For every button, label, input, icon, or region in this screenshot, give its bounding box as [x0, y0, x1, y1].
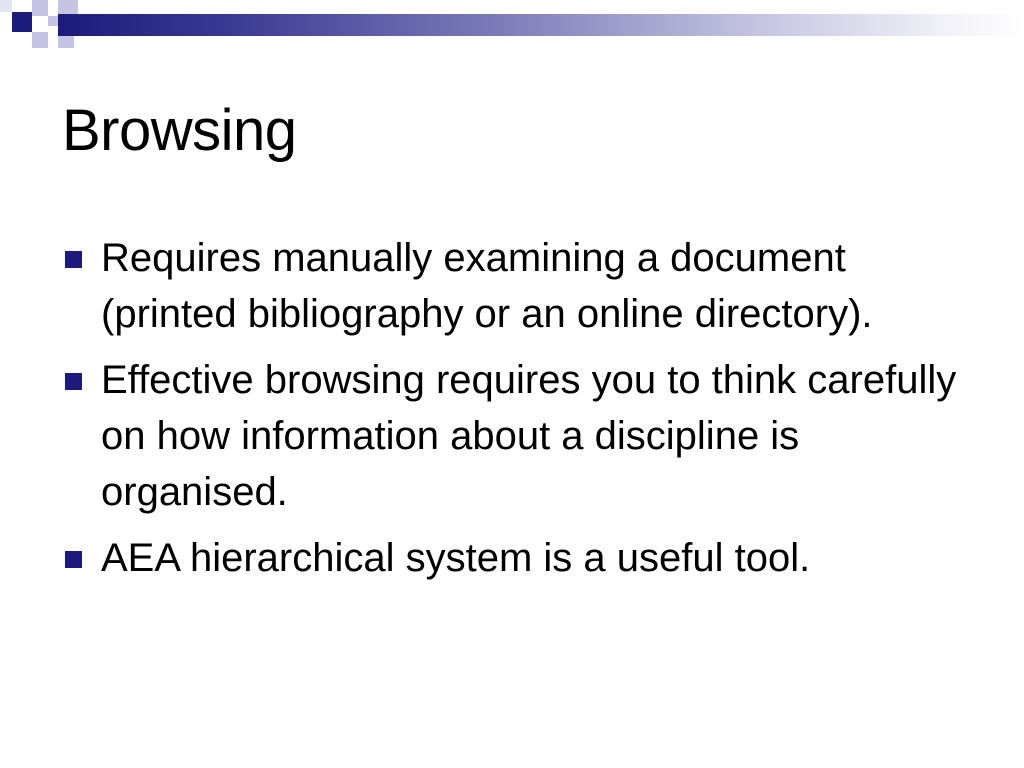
decor-square	[12, 12, 32, 32]
bullet-text: Effective browsing requires you to think carefully on how information about a discipline is organised.	[101, 358, 957, 514]
bullet-item	[62, 530, 982, 586]
decor-square	[48, 16, 58, 26]
decor-square	[32, 32, 48, 48]
decor-square	[58, 36, 74, 48]
decor-square	[0, 0, 12, 12]
slide-title: Browsing	[62, 98, 297, 163]
decor-square	[32, 0, 48, 16]
bullet-list	[62, 230, 982, 596]
square-bullet-icon	[65, 251, 82, 268]
bullet-item	[62, 230, 982, 342]
bullet-text: AEA hierarchical system is a useful tool.	[101, 536, 811, 580]
square-bullet-icon	[65, 551, 82, 568]
header-gradient-band	[58, 14, 1024, 36]
square-bullet-icon	[65, 373, 82, 390]
bullet-text: Requires manually examining a document (printed bibliography or an online directory).	[101, 236, 873, 336]
bullet-item	[62, 352, 982, 520]
